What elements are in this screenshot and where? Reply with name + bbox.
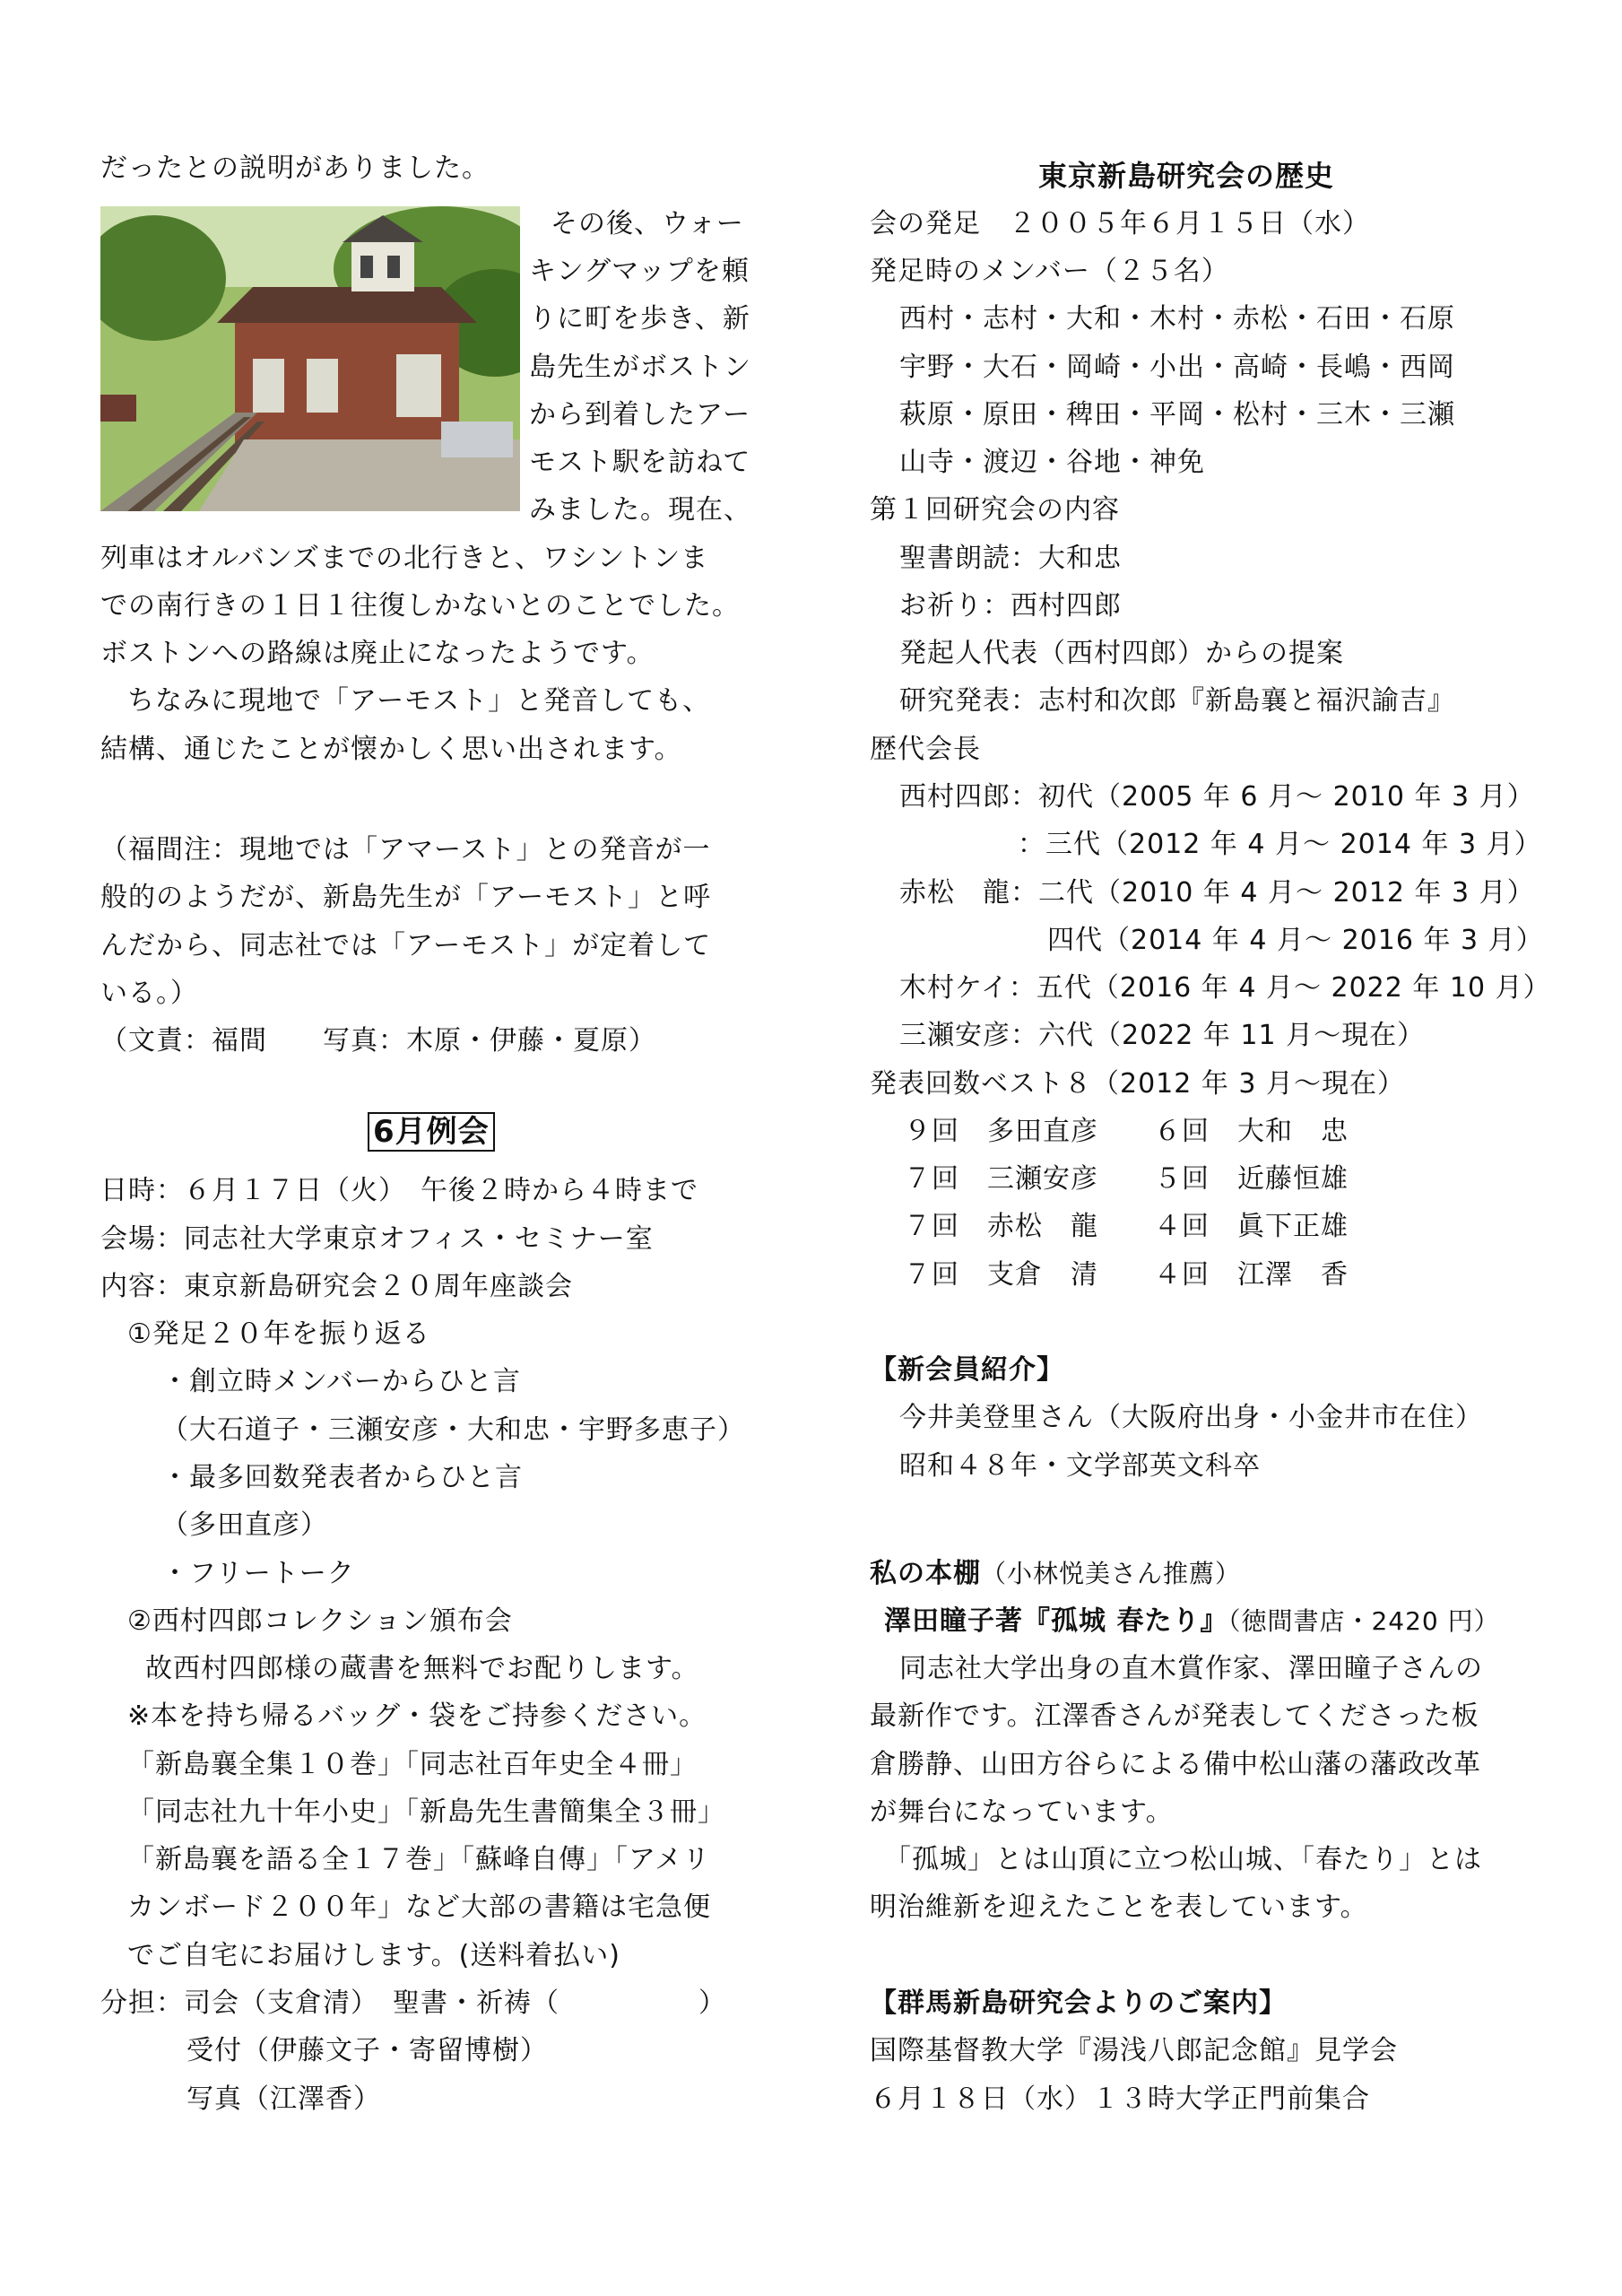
- meeting-line: （多田直彦）: [161, 1509, 328, 1541]
- new-member-line: 今井美登里さん（大阪府出身・小金井市在住）: [899, 1402, 1483, 1433]
- meeting-line: 故西村四郎様の蔵書を無料でお配りします。: [145, 1653, 699, 1684]
- body-text-line: みました。現在、: [529, 494, 751, 526]
- book-title: 澤田瞳子著『孤城 春たり』: [884, 1605, 1228, 1637]
- history-line: ７回 支倉 清 ４回 江澤 香: [904, 1259, 1349, 1291]
- meeting-line: 受付（伊藤文子・寄留博樹）: [186, 2035, 548, 2066]
- body-text-line: キングマップを頼: [529, 256, 750, 287]
- meeting-line: 会場：同志社大学東京オフィス・セミナー室: [100, 1223, 654, 1255]
- meeting-line: 写真（江澤香）: [186, 2083, 381, 2115]
- book-info: [884, 1604, 1500, 1639]
- meeting-line: ・フリートーク: [161, 1558, 355, 1589]
- gunma-line: ６月１８日（水）１３時大学正門前集合: [870, 2083, 1370, 2115]
- credits-line: （文責：福間 写真：木原・伊藤・夏原）: [100, 1025, 656, 1057]
- body-text-line: 列車はオルバンズまでの北行きと、ワシントンま: [100, 543, 709, 574]
- note-line: いる。）: [100, 978, 198, 1009]
- bookshelf-line: 「孤城」とは山頂に立つ松山城、「春たり」とは: [884, 1844, 1482, 1875]
- note-line: （福間注：現地では「アマースト」との発音が一: [100, 834, 711, 865]
- meeting-line: ・最多回数発表者からひと言: [161, 1462, 523, 1493]
- bookshelf-line: 同志社大学出身の直木賞作家、澤田瞳子さんの: [899, 1653, 1483, 1684]
- body-text-line: ボストンへの路線は廃止になったようです。: [100, 638, 655, 669]
- history-line: 研究発表：志村和次郎『新島襄と福沢諭吉』: [899, 685, 1455, 717]
- note-line: 般的のようだが、新島先生が「アーモスト」と呼: [100, 882, 712, 913]
- history-line: 第１回研究会の内容: [870, 494, 1120, 526]
- history-line: 四代（2014 年 4 月～ 2016 年 3 月）: [1047, 925, 1544, 956]
- meeting-line: 内容：東京新島研究会２０周年座談会: [100, 1271, 573, 1302]
- meeting-line: カンボード２００年」など大部の書籍は宅急便: [127, 1892, 711, 1923]
- bookshelf-heading: [870, 1556, 1241, 1592]
- bookshelf-line: 倉勝静、山田方谷らによる備中松山藩の藩政改革: [870, 1749, 1481, 1780]
- history-line: 山寺・渡辺・谷地・神免: [899, 447, 1205, 478]
- history-line: 宇野・大石・岡崎・小出・高崎・長嶋・西岡: [899, 352, 1455, 383]
- body-text-line: 島先生がボストン: [529, 352, 751, 383]
- meeting-line: ※本を持ち帰るバッグ・袋をご持参ください。: [127, 1700, 707, 1732]
- history-line: 発表回数ベスト８（2012 年 3 月～現在）: [870, 1068, 1406, 1100]
- history-line: お祈り：西村四郎: [899, 590, 1122, 622]
- body-text-line: ちなみに現地で「アーモスト」と発音しても、: [127, 685, 711, 717]
- body-text-line: 結構、通じたことが懐かしく思い出されます。: [100, 734, 682, 765]
- history-line: 会の発足 ２００５年６月１５日（水）: [870, 208, 1370, 239]
- history-line: 萩原・原田・稗田・平岡・松村・三木・三瀬: [899, 399, 1455, 430]
- history-line: 聖書朗読：大和忠: [899, 543, 1122, 574]
- history-line: ７回 三瀬安彦 ５回 近藤恒雄: [904, 1163, 1349, 1195]
- meeting-line: ・創立時メンバーからひと言: [161, 1366, 521, 1397]
- body-text-line: だったとの説明がありました。: [100, 152, 490, 184]
- meeting-line: ②西村四郎コレクション頒布会: [127, 1605, 513, 1637]
- body-text-line: での南行きの１日１往復しかないとのことでした。: [100, 590, 740, 622]
- body-text-line: その後、ウォー: [551, 208, 744, 239]
- meeting-line: 「新島襄を語る全１７巻」「蘇峰自傳」「アメリ: [127, 1844, 711, 1875]
- history-line: 木村ケイ：五代（2016 年 4 月～ 2022 年 10 月）: [899, 972, 1551, 1004]
- history-line: 西村・志村・大和・木村・赤松・石田・石原: [899, 303, 1455, 335]
- bookshelf-title: 私の本棚: [870, 1558, 981, 1589]
- meeting-line: 「同志社九十年小史」「新島先生書簡集全３冊」: [127, 1796, 725, 1828]
- body-text-line: から到着したアー: [529, 399, 751, 430]
- history-line: 三瀬安彦：六代（2022 年 11 月～現在）: [899, 1020, 1426, 1051]
- meeting-title-text: 6月例会: [368, 1112, 495, 1152]
- history-line: ：三代（2012 年 4 月～ 2014 年 3 月）: [1018, 829, 1542, 860]
- bookshelf-line: が舞台になっています。: [870, 1796, 1174, 1828]
- meeting-line: （大石道子・三瀬安彦・大和忠・宇野多恵子）: [161, 1414, 745, 1446]
- history-title: 東京新島研究会の歴史: [1038, 159, 1335, 193]
- history-line: ７回 赤松 龍 ４回 眞下正雄: [904, 1211, 1349, 1242]
- new-member-line: 昭和４８年・文学部英文科卒: [899, 1450, 1261, 1482]
- meeting-line: ①発足２０年を振り返る: [127, 1318, 430, 1350]
- note-line: んだから、同志社では「アーモスト」が定着して: [100, 930, 712, 961]
- body-text-line: モスト駅を訪ねて: [529, 447, 751, 478]
- book-publisher: （徳間書店・2420 円）: [1227, 1606, 1500, 1636]
- meeting-line: でご自宅にお届けします。(送料着払い): [127, 1940, 621, 1971]
- meeting-line: 分担：司会（支倉清） 聖書・祈祷（ ）: [100, 1987, 726, 2019]
- body-text-line: りに町を歩き、新: [529, 303, 750, 335]
- history-line: ９回 多田直彦 ６回 大和 忠: [904, 1116, 1349, 1147]
- meeting-title: [368, 1114, 495, 1152]
- new-member-title: 【新会員紹介】: [870, 1354, 1064, 1386]
- gunma-line: 国際基督教大学『湯浅八郎記念館』見学会: [870, 2035, 1398, 2066]
- meeting-line: 「新島襄全集１０巻」「同志社百年史全４冊」: [127, 1749, 698, 1780]
- amherst-station-photo: [100, 206, 520, 511]
- meeting-line: 日時：６月１７日（火） 午後２時から４時まで: [100, 1175, 698, 1206]
- history-line: 赤松 龍：二代（2010 年 4 月～ 2012 年 3 月）: [899, 877, 1535, 909]
- history-line: 西村四郎：初代（2005 年 6 月～ 2010 年 3 月）: [899, 781, 1535, 813]
- bookshelf-recommender: （小林悦美さん推薦）: [981, 1559, 1242, 1588]
- history-line: 発起人代表（西村四郎）からの提案: [899, 638, 1344, 669]
- gunma-title: 【群馬新島研究会よりのご案内】: [870, 1987, 1287, 2019]
- bookshelf-line: 最新作です。江澤香さんが発表してくださった板: [870, 1700, 1479, 1732]
- history-line: 発足時のメンバー（２５名）: [870, 256, 1229, 287]
- history-line: 歴代会長: [870, 734, 981, 765]
- bookshelf-line: 明治維新を迎えたことを表しています。: [870, 1892, 1368, 1923]
